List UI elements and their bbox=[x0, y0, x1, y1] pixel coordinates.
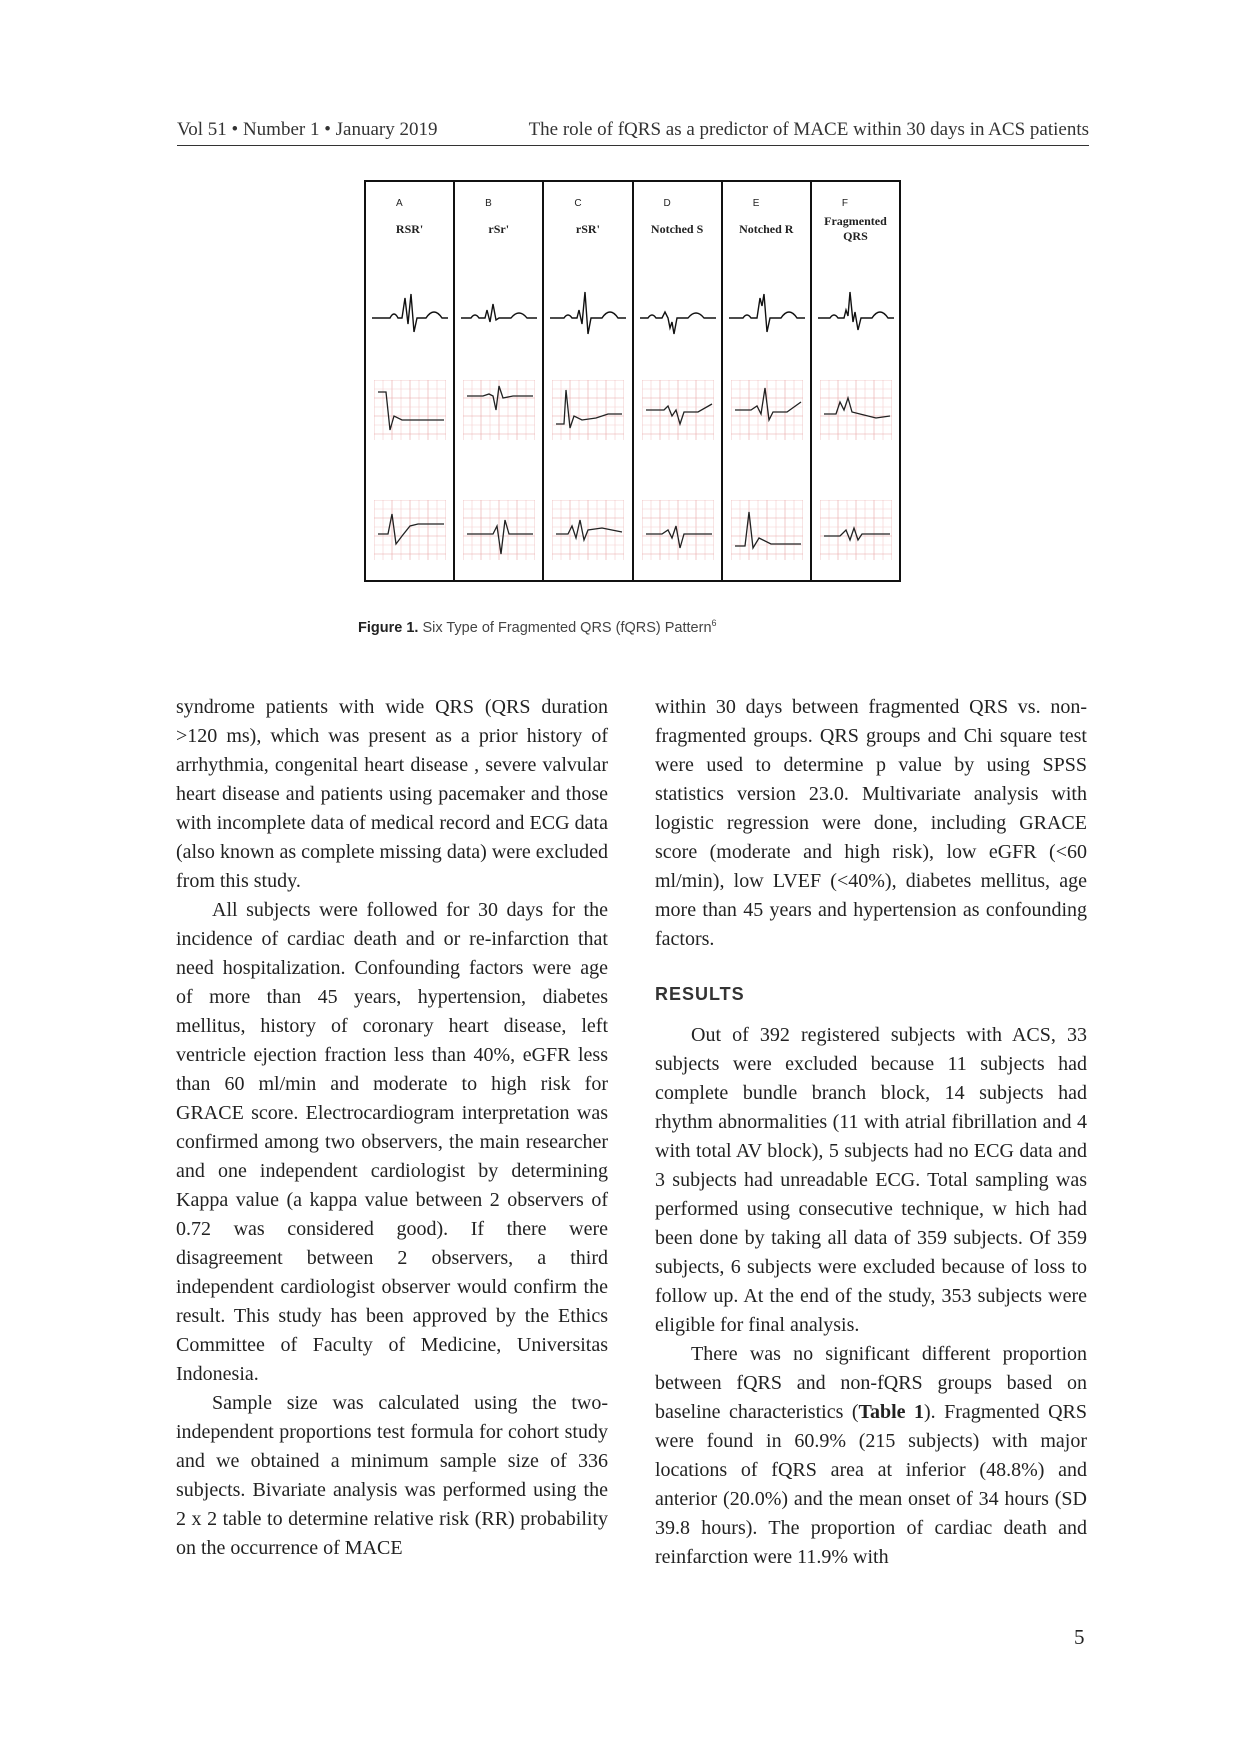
ecg-tracing-example-1 bbox=[374, 380, 446, 440]
panel-label: rSR' bbox=[575, 222, 600, 236]
ecg-tracing-example-2 bbox=[820, 500, 892, 560]
fqrs-panel bbox=[812, 182, 899, 580]
paragraph: Sample size was calculated using the two-independent proportions test formula for cohort study and we obtained a minimum sample size of 336 subjects. Bivariate analysis was performed using the 2 x 2 table to determine relative risk (RR) probability on the occurrence of MACE bbox=[176, 1392, 608, 1559]
section-heading-results: RESULTS bbox=[655, 984, 745, 1004]
ecg-tracing-example-2 bbox=[374, 500, 446, 560]
figure-caption bbox=[358, 618, 717, 636]
ecg-tracing-example-1 bbox=[731, 380, 803, 440]
ecg-tracing-example-1 bbox=[463, 380, 535, 440]
paragraph bbox=[655, 1340, 1087, 1572]
ecg-tracing-example-2 bbox=[552, 500, 624, 560]
ecg-schematic-waveform bbox=[461, 288, 537, 340]
panel-letter: C bbox=[574, 198, 582, 209]
panel-letter: F bbox=[841, 198, 848, 209]
journal-issue: Vol 51 • Number 1 • January 2019 bbox=[177, 119, 438, 140]
panel-label: Fragmented QRS bbox=[824, 214, 887, 243]
panel-letter: B bbox=[485, 198, 492, 209]
fqrs-panel bbox=[455, 182, 544, 580]
panel-letter: E bbox=[752, 198, 760, 209]
fqrs-panel bbox=[544, 182, 633, 580]
ecg-tracing-example-2 bbox=[463, 500, 535, 560]
panel-letter: A bbox=[396, 198, 403, 209]
ecg-schematic-waveform bbox=[729, 288, 805, 340]
panel-label: Notched S bbox=[650, 222, 704, 236]
article-running-title: The role of fQRS as a predictor of MACE within 30 days in ACS patients bbox=[528, 119, 1089, 140]
figure-caption-text: Six Type of Fragmented QRS (fQRS) Pattern bbox=[418, 619, 712, 636]
ecg-tracing-example-1 bbox=[642, 380, 714, 440]
figure-caption-ref: 6 bbox=[711, 618, 717, 628]
paragraph: Out of 392 registered subjects with ACS, 33 subjects were excluded because 11 subjects had complete bundle branch block, 14 subjects had rhythm abnormalities (11 with atrial fibrillation and 4 with total AV block), 5 subjects had no ECG data and 3 subjects had unreadable ECG. Total sampling was performed using consecutive technique, w hich had been done by taking all data of 359 subjects. Of 359 subjects, 6 subjects were excluded because of loss to follow up. At the end of the study, 353 subjects were eligible for final analysis. bbox=[655, 1024, 1087, 1336]
panel-label: Notched R bbox=[739, 222, 794, 236]
paragraph: All subjects were followed for 30 days for the incidence of cardiac death and or re-infarction that need hospitalization. Confounding factors were age of more than 45 years, hypertension, diabetes mellitus, history of coronary heart disease, left ventricle ejection fraction less than 40%, eGFR less than 60 ml/min and moderate to high risk for GRACE score. Electrocardiogram interpretation was confirmed among two observers, the main researcher and one independent cardiologist by determining Kappa value (a kappa value between 2 observers of 0.72 was considered good). If there were disagreement between 2 observers, a third independent cardiologist observer would confirm the result. This study has been approved by the Ethics Committee of Faculty of Medicine, Universitas Indonesia. bbox=[176, 899, 608, 1385]
fqrs-pattern-figure bbox=[364, 180, 901, 582]
ecg-tracing-example-2 bbox=[642, 500, 714, 560]
table-reference: Table 1 bbox=[858, 1401, 925, 1423]
ecg-tracing-example-1 bbox=[820, 380, 892, 440]
fqrs-panel bbox=[634, 182, 723, 580]
paragraph-text: There was no significant different proportion between fQRS and non-fQRS groups based on baseline characteristics ( bbox=[655, 1343, 1087, 1423]
fqrs-panel bbox=[723, 182, 812, 580]
ecg-schematic-waveform bbox=[818, 288, 894, 340]
running-header bbox=[177, 117, 1089, 146]
page-number: 5 bbox=[1074, 1625, 1085, 1649]
figure-caption-label: Figure 1. bbox=[358, 619, 419, 636]
right-column bbox=[655, 693, 1087, 1572]
panel-label: rSr' bbox=[488, 222, 510, 236]
ecg-tracing-example-1 bbox=[552, 380, 624, 440]
paragraph: within 30 days between fragmented QRS vs. non-fragmented groups. QRS groups and Chi square test were used to determine p value by using SPSS statistics version 23.0. Multivariate analysis with logistic regression were done, including GRACE score (moderate and high risk), low eGFR (<60 ml/min), low LVEF (<40%), diabetes mellitus, age more than 45 years and hypertension as confounding factors. bbox=[655, 696, 1087, 950]
paragraph: syndrome patients with wide QRS (QRS duration >120 ms), which was present as a prior history of arrhythmia, congenital heart disease , severe valvular heart disease and patients using pacemaker and those with incomplete data of medical record and ECG data (also known as complete missing data) were excluded from this study. bbox=[176, 696, 608, 892]
ecg-schematic-waveform bbox=[372, 288, 448, 340]
ecg-tracing-example-2 bbox=[731, 500, 803, 560]
left-column bbox=[176, 693, 608, 1563]
panel-label: RSR' bbox=[395, 222, 424, 236]
paragraph-text: ). Fragmented QRS were found in 60.9% (215 subjects) with major locations of fQRS area at inferior (48.8%) and anterior (20.0%) and the mean onset of 34 hours (SD 39.8 hours). The proportion of cardiac death and reinfarction were 11.9% with bbox=[655, 1401, 1088, 1568]
ecg-schematic-waveform bbox=[640, 288, 716, 340]
fqrs-panel bbox=[366, 182, 455, 580]
panel-letter: D bbox=[663, 198, 671, 209]
ecg-schematic-waveform bbox=[550, 288, 626, 340]
